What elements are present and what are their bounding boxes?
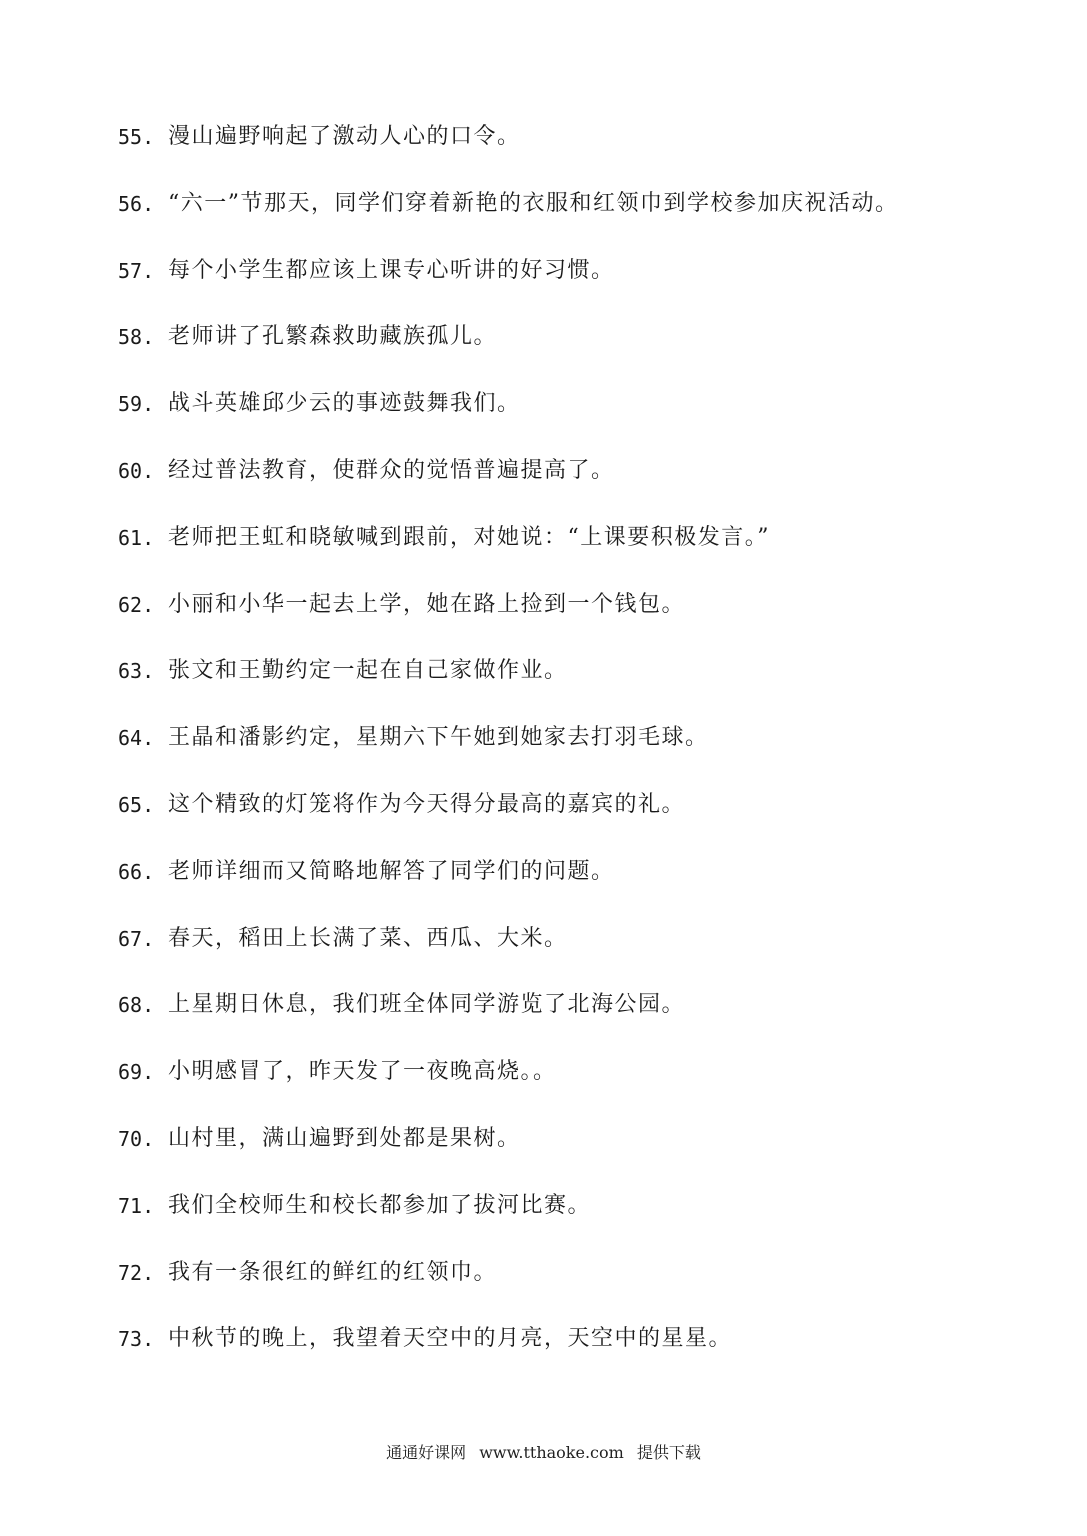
item-number: 70. xyxy=(118,1126,155,1151)
item-number: 65. xyxy=(118,792,155,817)
item-text: 老师把王虹和晓敏喊到跟前，对她说：“上课要积极发言。” xyxy=(168,524,770,550)
list-item xyxy=(118,1117,1058,1184)
item-number: 66. xyxy=(118,859,155,884)
item-number: 67. xyxy=(118,926,155,951)
item-text: 小明感冒了，昨天发了一夜晚高烧。。 xyxy=(168,1059,557,1085)
item-text: 每个小学生都应该上课专心听讲的好习惯。 xyxy=(168,257,615,283)
list-item xyxy=(118,1317,1058,1384)
list-item xyxy=(118,783,1058,850)
item-text: 老师详细而又简略地解答了同学们的问题。 xyxy=(168,858,615,884)
item-number: 63. xyxy=(118,659,155,684)
list-item xyxy=(118,649,1058,716)
list-item xyxy=(118,1050,1058,1117)
item-number: 60. xyxy=(118,458,155,483)
list-item xyxy=(118,917,1058,984)
item-number: 72. xyxy=(118,1260,155,1285)
list-item xyxy=(118,249,1058,316)
item-number: 61. xyxy=(118,525,155,550)
list-item xyxy=(118,182,1058,249)
list-item xyxy=(118,315,1058,382)
item-text: 中秋节的晚上，我望着天空中的月亮，天空中的星星。 xyxy=(168,1326,733,1352)
item-number: 71. xyxy=(118,1193,155,1218)
item-text: 经过普法教育，使群众的觉悟普遍提高了。 xyxy=(168,457,615,483)
item-text: 我有一条很红的鲜红的红领巾。 xyxy=(168,1259,498,1285)
item-number: 69. xyxy=(118,1060,155,1085)
item-text: 这个精致的灯笼将作为今天得分最高的嘉宾的礼。 xyxy=(168,791,686,817)
item-number: 68. xyxy=(118,993,155,1018)
item-text: 上星期日休息，我们班全体同学游览了北海公园。 xyxy=(168,992,686,1018)
item-text: 战斗英雄邱少云的事迹鼓舞我们。 xyxy=(168,391,521,417)
item-text: “六一”节那天，同学们穿着新艳的衣服和红领巾到学校参加庆祝活动。 xyxy=(168,190,899,216)
list-item xyxy=(118,1184,1058,1251)
footer-suffix: 提供下载 xyxy=(636,1443,701,1462)
footer-url[interactable]: www.tthaoke.com xyxy=(479,1443,624,1462)
list-item xyxy=(118,716,1058,783)
item-text: 我们全校师生和校长都参加了拔河比赛。 xyxy=(168,1192,592,1218)
list-item xyxy=(118,516,1058,583)
item-text: 漫山遍野响起了激动人心的口令。 xyxy=(168,124,521,149)
item-text: 张文和王勤约定一起在自己家做作业。 xyxy=(168,658,568,684)
item-number: 59. xyxy=(118,392,155,417)
list-item xyxy=(118,1251,1058,1318)
list-item xyxy=(118,983,1058,1050)
item-number: 58. xyxy=(118,325,155,350)
item-number: 56. xyxy=(118,191,155,216)
item-number: 62. xyxy=(118,592,155,617)
item-number: 57. xyxy=(118,258,155,283)
footer-site-name: 通通好课网 xyxy=(386,1443,467,1462)
item-text: 山村里，满山遍野到处都是果树。 xyxy=(168,1125,521,1151)
item-text: 王晶和潘影约定，星期六下午她到她家去打羽毛球。 xyxy=(168,725,709,751)
page-footer xyxy=(0,1440,1087,1463)
item-number: 55. xyxy=(118,125,155,149)
list-item xyxy=(118,583,1058,650)
list-item xyxy=(118,850,1058,917)
list-item xyxy=(118,115,1058,182)
item-text: 老师讲了孔繁森救助藏族孤儿。 xyxy=(168,324,498,350)
sentence-list xyxy=(118,115,1058,1384)
item-number: 73. xyxy=(118,1327,155,1352)
item-text: 春天，稻田上长满了菜、西瓜、大米。 xyxy=(168,925,568,951)
list-item xyxy=(118,382,1058,449)
item-text: 小丽和小华一起去上学，她在路上捡到一个钱包。 xyxy=(168,591,686,617)
item-number: 64. xyxy=(118,726,155,751)
list-item xyxy=(118,449,1058,516)
